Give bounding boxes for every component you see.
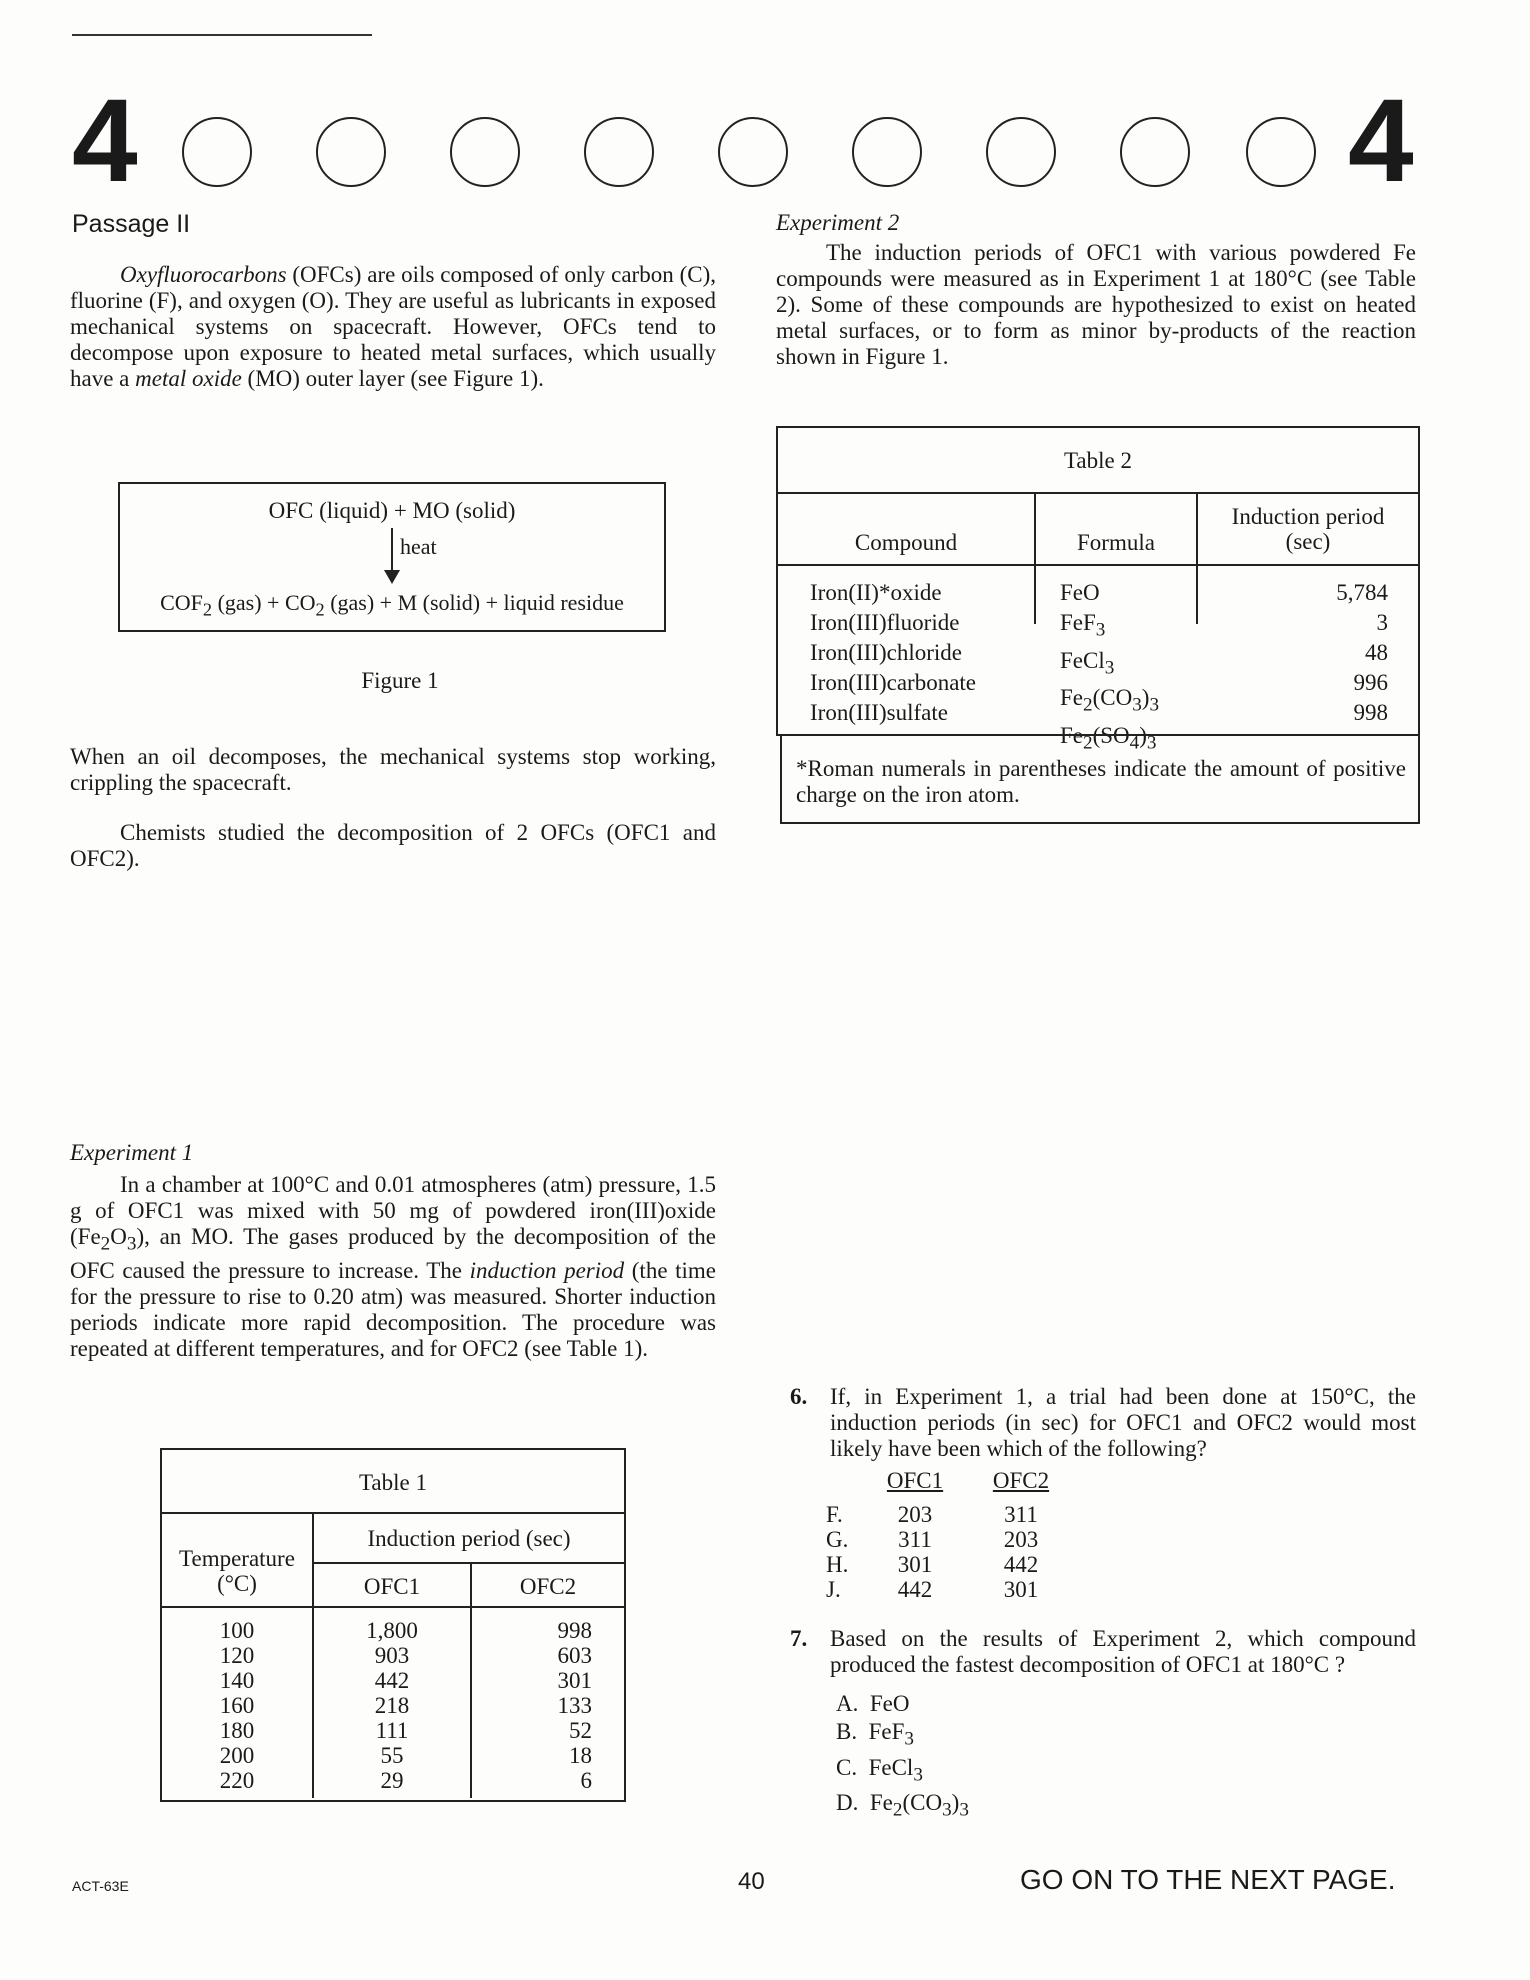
- table1-col-ofc1: OFC1: [363, 1574, 421, 1599]
- q6-col-ofc2: OFC2: [992, 1468, 1050, 1493]
- table2-periods: 5,784 3 48 996 998: [1336, 580, 1388, 725]
- circle-icon: [986, 117, 1056, 187]
- q6-ofc1-values: 203 311 301 442: [897, 1502, 933, 1602]
- passage-title: Passage II: [72, 210, 191, 238]
- experiment1-text: In a chamber at 100°C and 0.01 atmospheres (atm) pressure, 1.5 g of OFC1 was mixed with 50 mg of powdered iron(III)oxide $(Fe_2O_3)$, an MO. The gases produced by the decomposition of the OFC caused the pressure to increase. The induction period (the time for the pressure to rise to 0.20 atm) was measured. Shorter induction periods indicate more rapid decomposition. The procedure was repeated at different temperatures, and for OFC2 (see Table 1).: [70, 1172, 717, 1361]
- table2: [776, 426, 1420, 754]
- q7-option-c[interactable]: C. FeCl$_3$: [836, 1754, 923, 1786]
- q6-option-g[interactable]: G.: [826, 1527, 849, 1552]
- table1-title: Table 1: [358, 1470, 427, 1495]
- intro-text-b: (MO) outer layer (see Figure 1).: [247, 366, 544, 391]
- q7-option-a[interactable]: A. FeO: [836, 1691, 910, 1716]
- q7-number: 7.: [790, 1626, 808, 1651]
- q6-ofc2-values: 311 203 442 301: [1003, 1502, 1039, 1602]
- section-number-right: 4: [1348, 75, 1414, 207]
- table2-col-formula: Formula: [1077, 530, 1155, 555]
- intro-paragraph: [70, 262, 716, 392]
- table2-compounds: Iron(II)*oxide Iron(III)fluoride Iron(III)chloride Iron(III)carbonate Iron(III)sulfate: [810, 580, 976, 725]
- table2-col-period: Induction period (sec): [1231, 504, 1385, 554]
- q6-col-ofc1: OFC1: [886, 1468, 944, 1493]
- section-number-left: 4: [72, 75, 138, 207]
- footer-code: ACT-63E: [72, 1878, 129, 1894]
- page-number: 40: [738, 1868, 765, 1895]
- circle-icon: [852, 117, 922, 187]
- table1-col-ofc2: OFC2: [519, 1574, 577, 1599]
- circle-icon: [182, 117, 252, 187]
- circle-icon: [1246, 117, 1316, 187]
- intro-paragraph-3: Chemists studied the decomposition of 2 OFCs (OFC1 and OFC2).: [70, 820, 716, 871]
- q6-option-f[interactable]: F.: [826, 1502, 843, 1527]
- intro-paragraph-2: When an oil decomposes, the mechanical systems stop working, crippling the spacecraft.: [70, 744, 716, 795]
- figure1-caption: Figure 1: [361, 668, 439, 693]
- divider: [778, 564, 1418, 566]
- table2-title: Table 2: [1063, 448, 1132, 473]
- table1-ofc1-values: 1,800 903 442 218 111 55 29: [366, 1618, 418, 1793]
- circle-icon: [1120, 117, 1190, 187]
- next-page-label: GO ON TO THE NEXT PAGE.: [1020, 1864, 1396, 1895]
- divider: [1034, 492, 1036, 624]
- figure1-box: [118, 482, 666, 632]
- q7-text: Based on the results of Experiment 2, which compound produced the fastest decomposition of OFC1 at 180°C ?: [830, 1626, 1416, 1677]
- table1: [160, 1448, 626, 1802]
- q6-option-j[interactable]: J.: [826, 1577, 841, 1602]
- q7-option-d[interactable]: D. $Fe_2(CO_3)_3$: [836, 1790, 969, 1821]
- experiment2-text: The induction periods of OFC1 with various powdered Fe compounds were measured as in Experiment 1 at 180°C (see Table 2). Some of these compounds are hypothesized to exist on heated metal surfaces, or to form as minor by-products of the reaction shown in Figure 1.: [776, 240, 1416, 369]
- figure1-condition: heat: [400, 534, 437, 559]
- q7-options: [836, 1690, 969, 1825]
- figure1-products: $COF_2$ $(gas) + CO_2$ (gas) + M (solid) + liquid residue: [160, 590, 624, 620]
- divider: [162, 1512, 624, 1514]
- table1-col-temp: Temperature (°C): [179, 1546, 295, 1596]
- table1-temps: 100 120 140 160 180 200 220: [219, 1618, 255, 1793]
- term-ofc: Oxyfluorocarbons: [120, 262, 287, 287]
- table2-footnote-box: [780, 734, 1420, 824]
- circle-icon: [450, 117, 520, 187]
- term-metal-oxide: metal oxide: [135, 366, 242, 391]
- table2-col-compound: Compound: [854, 530, 958, 555]
- q6-text: If, in Experiment 1, a trial had been done at 150°C, the induction periods (in sec) for OFC1 and OFC2 would most likely have been which of the following?: [830, 1384, 1416, 1461]
- arrow-down-icon: [384, 570, 400, 584]
- table2-formulas: FeO FeF$_3$ FeCl$_3$ $Fe_2(CO_3)_3$ $Fe_2(SO_4)_3$: [1060, 580, 1160, 754]
- term-induction-period: induction period: [469, 1257, 625, 1283]
- divider: [312, 1562, 624, 1564]
- divider: [778, 492, 1418, 494]
- circle-icon: [584, 117, 654, 187]
- figure1-reactants: OFC (liquid) + MO (solid): [268, 498, 516, 523]
- table1-ofc2-values: 998 603 301 133 52 18 6: [557, 1618, 592, 1793]
- q6-option-h[interactable]: H.: [826, 1552, 849, 1577]
- q6-number: 6.: [790, 1384, 808, 1409]
- table2-footnote: *Roman numerals in parentheses indicate the amount of positive charge on the iron atom.: [796, 756, 1406, 807]
- top-rule: [72, 34, 372, 36]
- divider: [162, 1606, 624, 1608]
- circle-icon: [316, 117, 386, 187]
- q6-option-letters: [826, 1502, 848, 1602]
- table1-col-group: Induction period (sec): [367, 1526, 571, 1551]
- experiment2-title: Experiment 2: [776, 210, 900, 235]
- q7-option-b[interactable]: B. FeF$_3$: [836, 1719, 914, 1750]
- arrow-line: [391, 528, 393, 572]
- intro-text-a: (OFCs) are oils composed of only carbon (C), fluorine (F), and oxygen (O). They are useful as lubricants in exposed mechanical systems on spacecraft. However, OFCs tend to decompose upon exposure to heated metal surfaces, which usually have a: [70, 262, 716, 391]
- experiment1-title: Experiment 1: [70, 1140, 194, 1165]
- circle-icon: [718, 117, 788, 187]
